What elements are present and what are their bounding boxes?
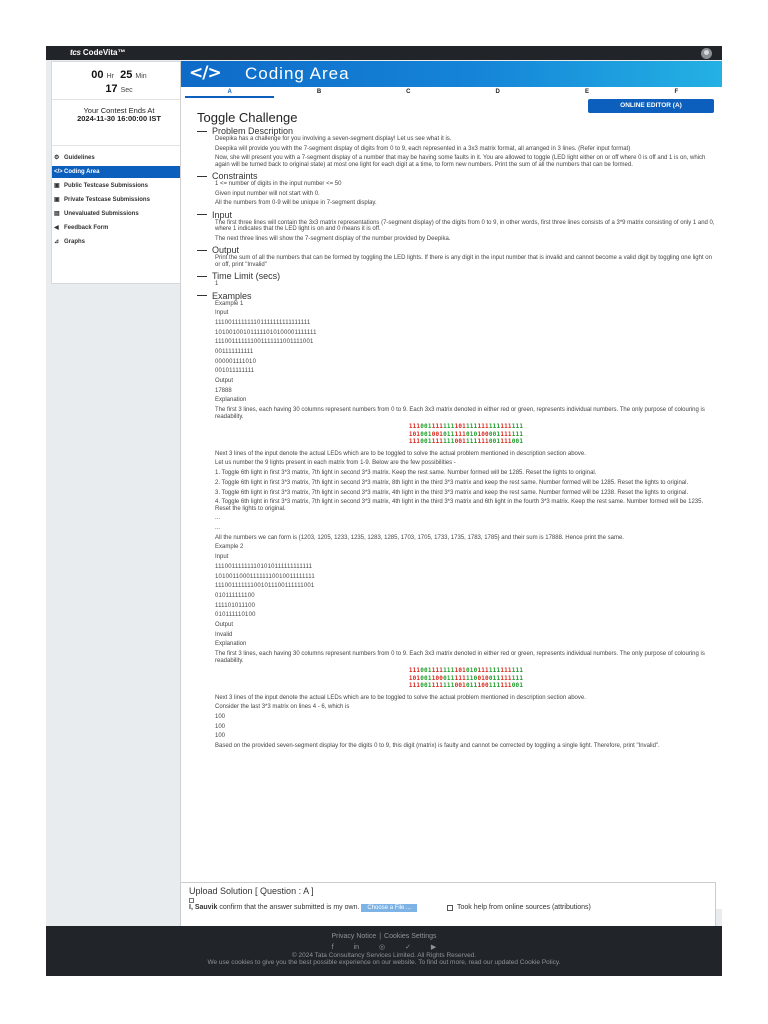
sidebar-item-unevaluated[interactable]: ▤ Unevaluated Submissions: [54, 211, 139, 217]
section-heading: Problem Description: [197, 126, 717, 136]
cookies-settings-link[interactable]: Cookies Settings: [384, 933, 437, 940]
matrix-digit-segment: 001: [431, 430, 444, 438]
section-time-limit: Time Limit (secs) 1: [197, 271, 717, 288]
matrix-digit-segment: 111: [431, 438, 444, 446]
matrix-digit-segment: 100: [477, 682, 489, 690]
matrix-digit-segment: 001: [511, 438, 524, 446]
copyright: © 2024 Tata Consultancy Services Limited. All Rights Reserved.: [291, 952, 477, 959]
matrix-digit-segment: 111: [443, 423, 455, 431]
matrix-digit-segment: 111: [466, 423, 478, 431]
timer-seconds: 17: [105, 83, 118, 95]
matrix-digit-segment: 001: [488, 438, 501, 446]
problem-statement: [197, 111, 717, 753]
matrix-digit-segment: 110: [466, 674, 478, 682]
section-description: Problem Description Deepika has a challenge for you involving a seven-segment display! Let us see what it is. Deepika will provide you with the 7-segment display of digits from 0 to 9, each represented in a 3x3 matrix format, all arranged in 3 lines. (Refer input format) Now, she will present you with a 7-segment display of a number that may be having some faults in it. You are allowed to toggle (LED light either on or off where 0 is off and 1 is on, which again will be turned back to original state) at most one light for each digit at a time, to form new numbers. Print the sum of all the numbers that can be formed.: [197, 126, 717, 168]
matrix-digit-segment: 101: [454, 423, 466, 431]
choose-file-button[interactable]: Choose a File ...: [361, 904, 417, 912]
countdown-timer: 00 Hr 25 Min 17 Sec: [52, 62, 186, 100]
matrix-digit-segment: 001: [420, 674, 432, 682]
matrix-digit-segment: 111: [488, 682, 501, 690]
matrix-digit-segment: 101: [408, 674, 421, 682]
matrix-digit-segment: 111: [443, 682, 455, 690]
instagram-icon[interactable]: ◎: [379, 944, 386, 951]
tab-question-a[interactable]: A: [185, 87, 274, 98]
matrix-line: [215, 431, 717, 439]
sidebar-item-public-testcase[interactable]: ▣ Public Testcase Submissions: [54, 183, 148, 189]
matrix-digit-segment: 001: [420, 438, 432, 446]
section-heading: Constraints: [197, 171, 717, 181]
section-examples: Examples Example 1 Input 111001111111101111111111111111 101001001011111010100001111111 111001111111001111111001111001 001111111111 000001111010 001011111111 Output 17888 Explanation The first 3 lines, each having 30 columns represent numbers from 0 to 9. Each 3x3 matrix denoted in either red or green, represents individual numbers. The only purpose of colouring is readability. 111001111111101111111111111111 101001001011111010100001111111 111001111111001111111001111001 Next 3 lines of the input denote the actual LEDs which are to be toggled to solve the actual problem mentioned in description section above. Let us number the 9 lights present in each matrix from 1-9. Below are the few possibilities - 1. Toggle 6th light in first 3*3 matrix, 7th light in second 3*3 matrix. Keep the rest same. Number formed will be 1285. Reset the lights to original. 2. Toggle 6th light in first 3*3 matrix, 7th light in second 3*3 matrix, 8th light in the third 3*3 matrix and keep the rest same. Number formed will be 1285. Reset the lights to original. 3. Toggle 6th light in first 3*3 matrix, 7th light in second 3*3 matrix, 4th light in the third 3*3 matrix and keep the rest same. Number formed will be 1238. Reset the lights to original. 4. Toggle 6th light in first 3*3 matrix, 7th light in second 3*3 matrix, 4th light in the third 3*3 matrix and 6th light in the fourth 3*3 matrix. Keep the rest same. Number formed will be 1235. Reset the lights to original. ... ... All the numbers we can form is {1203, 1205, 1233, 1235, 1283, 1285, 1703, 1705, 1733, 1735, 1783, 1785} and their sum is 17888. Hence print the same. Example 2 Input 111001111111101010111111111111 101001100011111110010011111111 111001111111001011100111111001 010111111100 111101011100 010111110100 Output Invalid Explanation The first 3 lines, each having 30 columns represent numbers from 0 to 9. Each 3x3 matrix denoted in either red or green, represents individual numbers. The only purpose of colouring is readability. 111001111111101010111111111111 101001100011111110010011111111 111001111111001011100111111001 Next 3 lines of the input denote the actual LEDs which are to be toggled to solve the actual problem mentioned in description section above. Consider the last 3*3 matrix on lines 4 - 6, which is 100 100 100 Based on the provided seven-segment display for the digits 0 to 9, this digit (matrix) is faulty and cannot be corrected by toggling a single light. Therefore, print "Invalid".: [197, 291, 717, 750]
sidebar-item-private-testcase[interactable]: ▣ Private Testcase Submissions: [54, 197, 150, 203]
matrix-line: [215, 667, 717, 675]
checkbox[interactable]: [447, 905, 453, 911]
online-help-checkbox[interactable]: Took help from online sources (attributions): [447, 904, 591, 912]
matrix-digit-segment: 001: [488, 430, 501, 438]
matrix-digit-segment: 111: [443, 667, 455, 675]
lock-icon: ▣: [54, 197, 60, 203]
matrix-digit-segment: 111: [431, 667, 444, 675]
tab-question-d[interactable]: D: [495, 89, 500, 95]
matrix-digit-segment: 010: [466, 430, 478, 438]
tab-question-b[interactable]: B: [316, 89, 322, 95]
matrix-digit-segment: 011: [488, 674, 501, 682]
list-icon: ▤: [54, 211, 60, 217]
matrix-digit-segment: 001: [420, 430, 432, 438]
section-output: Output Print the sum of all the numbers that can be formed by toggling the LED lights. If there is any digit in the input number that is invalid and cannot become a valid digit by toggling one light on or off, print "Invalid": [197, 245, 717, 268]
matrix-digit-segment: 010: [477, 674, 489, 682]
megaphone-icon: ◀: [54, 225, 59, 231]
cookie-notice: We use cookies to give you the best possible experience on our website. To find out more, read our updated Cookie Policy.: [207, 959, 561, 966]
social-links: [46, 943, 722, 952]
matrix-digit-segment: 111: [431, 682, 444, 690]
section-constraints: Constraints 1 <= number of digits in the input number <= 50 Given input number will not start with 0. All the numbers from 0-9 will be unique in 7-segment display.: [197, 171, 717, 207]
contest-end-info: Your Contest Ends At 2024-11-30 16:00:00 IST: [52, 100, 186, 146]
matrix-line: [215, 423, 717, 431]
timer-hours: 00: [91, 69, 104, 81]
footer: Privacy Notice | Cookies Settings f in ◎ ✓ ▶ © 2024 Tata Consultancy Services Limited. All Rights Reserved. We use cookies to give you the best possible experience on our website. To find out more, read our updated Cookie Policy.: [46, 926, 722, 976]
matrix-digit-segment: 111: [488, 423, 501, 431]
online-editor-button[interactable]: ONLINE EDITOR (A): [588, 99, 714, 113]
tab-question-c[interactable]: C: [406, 89, 411, 95]
problem-title: Toggle Challenge: [197, 110, 298, 125]
matrix-digit-segment: 111: [500, 674, 512, 682]
matrix-digit-segment: 101: [454, 667, 466, 675]
matrix-digit-segment: 111: [408, 667, 421, 675]
section-input: Input The first three lines will contain the 3x3 matrix representations (7-segment display) of the digits from 0 to 9, in other words, first three lines consists of a 3*9 matrix consisting of only 1 and 0, where 1 indicates that the LED light is on and 0 means it is off. The next three lines will show the 7-segment display of the number provided by Deepika.: [197, 210, 717, 243]
section-heading: Examples: [197, 291, 717, 301]
linkedin-icon[interactable]: in: [353, 944, 360, 951]
colored-matrix: [215, 667, 717, 690]
matrix-digit-segment: 011: [443, 674, 455, 682]
matrix-digit-segment: 101: [408, 430, 421, 438]
matrix-digit-segment: 010: [466, 667, 478, 675]
tab-question-f[interactable]: F: [674, 89, 679, 95]
sidebar-item-graphs[interactable]: ⊿ Graphs: [54, 239, 86, 245]
timer-minutes: 25: [120, 69, 133, 81]
section-heading: Time Limit (secs): [197, 271, 717, 281]
matrix-digit-segment: 111: [408, 682, 421, 690]
question-tabs: [185, 87, 721, 98]
brand-logo[interactable]: tcs CodeVita™: [70, 48, 126, 57]
matrix-digit-segment: 001: [454, 438, 466, 446]
matrix-digit-segment: 001: [420, 423, 432, 431]
matrix-digit-segment: 111: [443, 438, 455, 446]
matrix-digit-segment: 001: [454, 682, 466, 690]
twitter-icon[interactable]: ✓: [405, 944, 411, 951]
matrix-digit-segment: 001: [511, 682, 524, 690]
code-icon: </>: [54, 169, 63, 175]
colored-matrix: [215, 423, 717, 446]
sidebar-item-coding-area[interactable]: </> Coding Area: [52, 166, 186, 178]
main-panel: [180, 61, 722, 909]
matrix-digit-segment: 111: [454, 674, 466, 682]
youtube-icon[interactable]: ▶: [430, 944, 437, 951]
matrix-digit-segment: 111: [511, 423, 524, 431]
chart-icon: ⊿: [54, 239, 60, 245]
matrix-digit-segment: 111: [477, 667, 489, 675]
page-title: Coding Area: [245, 64, 350, 83]
matrix-digit-segment: 111: [408, 423, 421, 431]
sidebar-item-guidelines[interactable]: ⚙ Guidelines: [54, 155, 95, 161]
confirm-checkbox[interactable]: [189, 898, 194, 903]
coding-area-header: [181, 61, 722, 87]
section-heading: Input: [197, 210, 717, 220]
matrix-line: [215, 438, 717, 446]
lock-icon: ▣: [54, 183, 60, 189]
browser-viewport: [46, 46, 722, 976]
upload-title: Upload Solution [ Question : A ]: [189, 886, 314, 896]
matrix-digit-segment: 011: [466, 682, 478, 690]
sidebar: [51, 61, 187, 284]
matrix-digit-segment: 111: [511, 674, 524, 682]
facebook-icon[interactable]: f: [331, 944, 334, 951]
tab-question-e[interactable]: E: [584, 89, 589, 95]
matrix-line: [215, 675, 717, 683]
matrix-digit-segment: 111: [408, 438, 421, 446]
code-icon: </>: [189, 63, 221, 83]
matrix-digit-segment: 111: [477, 423, 489, 431]
matrix-digit-segment: 001: [420, 667, 432, 675]
matrix-digit-segment: 111: [500, 682, 512, 690]
matrix-digit-segment: 111: [488, 667, 501, 675]
gear-icon: ⚙: [54, 155, 60, 161]
matrix-digit-segment: 111: [500, 438, 512, 446]
matrix-digit-segment: 001: [420, 682, 432, 690]
matrix-digit-segment: 100: [431, 674, 444, 682]
matrix-digit-segment: 111: [500, 667, 512, 675]
sidebar-nav: [52, 146, 186, 248]
matrix-digit-segment: 100: [477, 430, 489, 438]
matrix-digit-segment: 111: [466, 438, 478, 446]
matrix-digit-segment: 111: [500, 423, 512, 431]
matrix-digit-segment: 111: [454, 430, 466, 438]
matrix-digit-segment: 111: [431, 423, 444, 431]
matrix-line: [215, 682, 717, 690]
privacy-notice-link[interactable]: Privacy Notice: [331, 933, 377, 940]
top-bar: [46, 46, 722, 60]
matrix-digit-segment: 111: [511, 430, 524, 438]
confirm-statement: I, Sauvik confirm that the answer submitted is my own. Choose a File ...: [189, 904, 439, 912]
matrix-digit-segment: 111: [477, 438, 489, 446]
matrix-digit-segment: 111: [511, 667, 524, 675]
sidebar-item-feedback[interactable]: ◀ Feedback Form: [54, 225, 109, 231]
contest-end-datetime: 2024-11-30 16:00:00 IST: [77, 114, 161, 123]
user-avatar-icon[interactable]: [701, 48, 712, 59]
matrix-digit-segment: 011: [443, 430, 455, 438]
upload-solution-panel: [180, 882, 716, 927]
section-heading: Output: [197, 245, 717, 255]
matrix-digit-segment: 111: [500, 430, 512, 438]
